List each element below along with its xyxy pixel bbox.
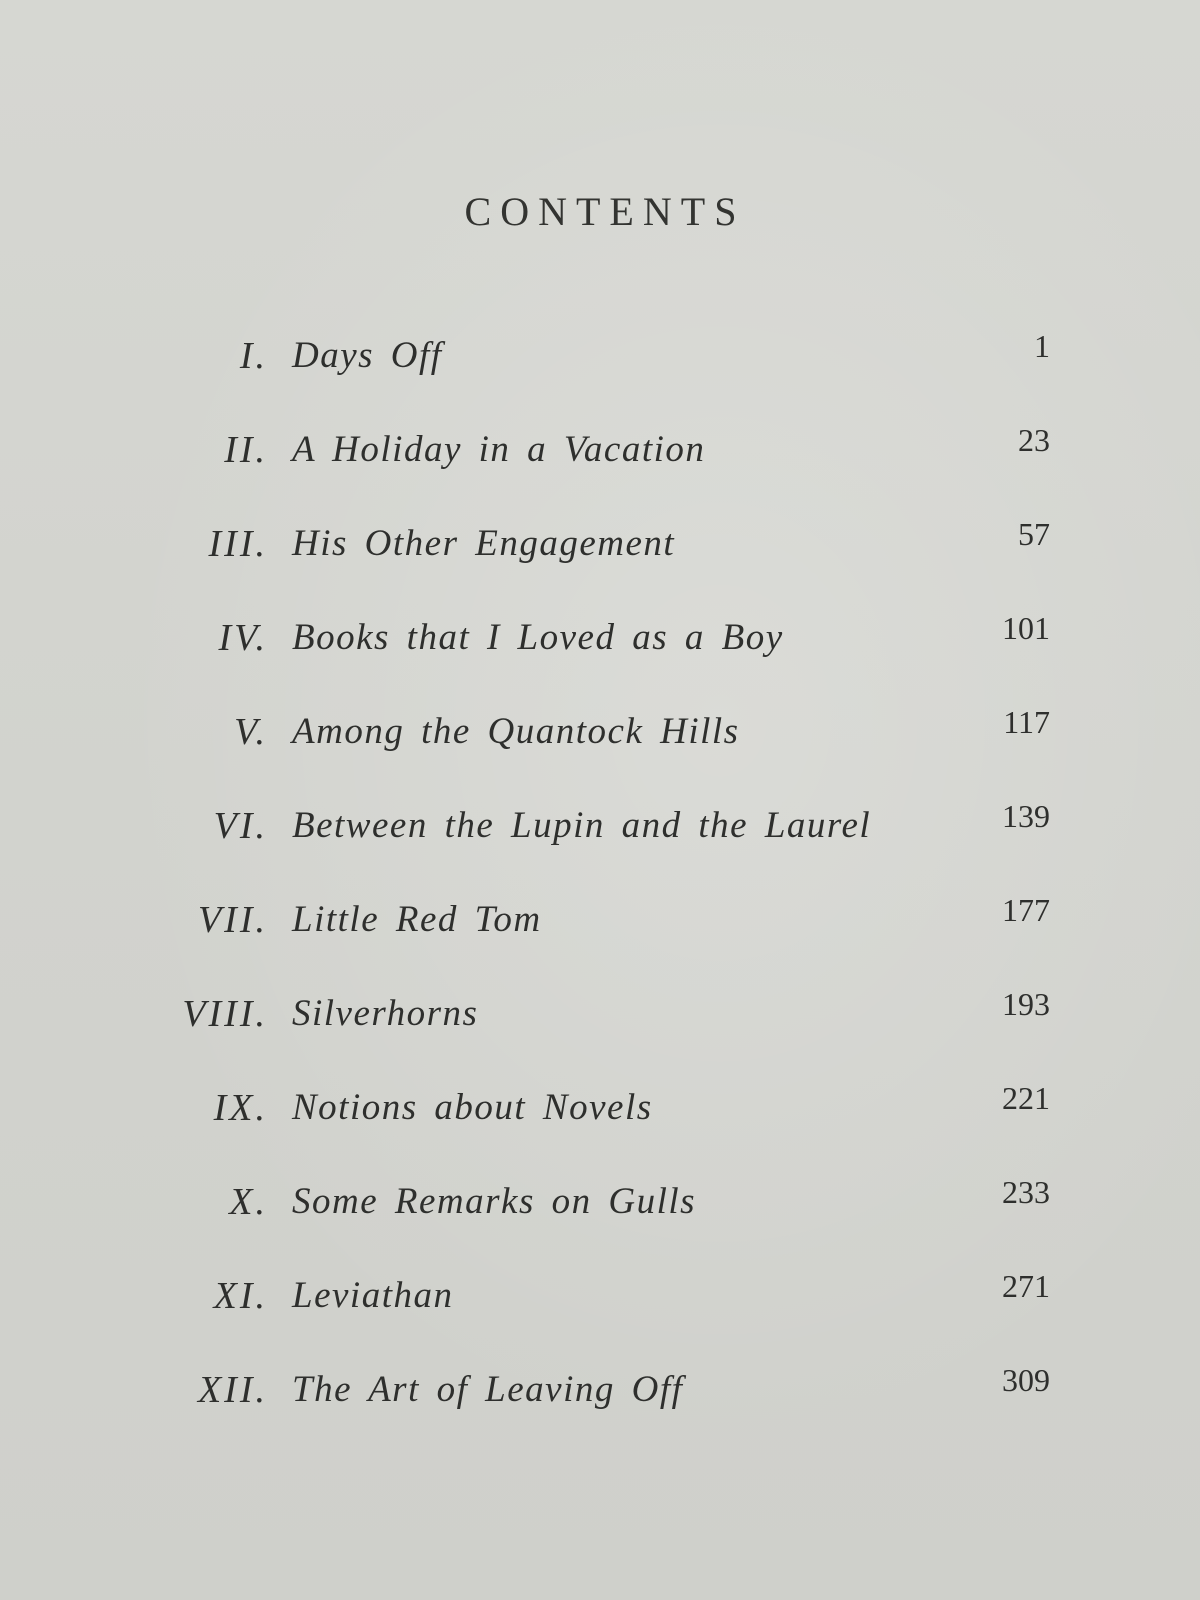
chapter-numeral: III. xyxy=(208,523,268,565)
chapter-title: Between the Lupin and the Laurel xyxy=(292,805,872,846)
chapter-numeral: X. xyxy=(229,1181,268,1223)
chapter-page-number: 309 xyxy=(1002,1362,1050,1398)
toc-entry xyxy=(0,1354,1200,1448)
chapter-page-number: 139 xyxy=(1002,798,1050,834)
toc-entry xyxy=(0,320,1200,414)
chapter-page-number: 193 xyxy=(1002,986,1050,1022)
chapter-numeral: I. xyxy=(239,335,268,377)
toc-entry xyxy=(0,1072,1200,1166)
chapter-title: His Other Engagement xyxy=(292,523,676,564)
chapter-numeral: V. xyxy=(234,711,268,753)
chapter-title: Among the Quantock Hills xyxy=(292,711,740,752)
chapter-page-number: 101 xyxy=(1002,610,1050,646)
chapter-numeral: II. xyxy=(224,429,268,471)
chapter-page-number: 57 xyxy=(1018,516,1050,552)
chapter-numeral: VIII. xyxy=(182,993,268,1035)
chapter-numeral: VII. xyxy=(197,899,268,941)
chapter-title: The Art of Leaving Off xyxy=(292,1369,684,1410)
chapter-title: Books that I Loved as a Boy xyxy=(292,617,784,658)
chapter-page-number: 177 xyxy=(1002,892,1050,928)
chapter-page-number: 117 xyxy=(1003,704,1050,740)
chapter-page-number: 1 xyxy=(1034,328,1050,364)
chapter-title: Little Red Tom xyxy=(292,899,542,940)
contents-heading: CONTENTS xyxy=(464,189,746,234)
chapter-page-number: 233 xyxy=(1002,1174,1050,1210)
toc-entry xyxy=(0,1166,1200,1260)
chapter-title: Leviathan xyxy=(292,1275,454,1316)
chapter-title: Notions about Novels xyxy=(292,1087,653,1128)
toc-entry xyxy=(0,1260,1200,1354)
chapter-page-number: 221 xyxy=(1002,1080,1050,1116)
chapter-title: A Holiday in a Vacation xyxy=(292,429,706,470)
chapter-title: Days Off xyxy=(292,335,443,376)
chapter-numeral: XII. xyxy=(197,1369,268,1411)
chapter-numeral: IX. xyxy=(213,1087,268,1129)
chapter-title: Some Remarks on Gulls xyxy=(292,1181,697,1222)
chapter-page-number: 23 xyxy=(1018,422,1050,458)
chapter-numeral: IV. xyxy=(218,617,268,659)
toc-entry xyxy=(0,884,1200,978)
table-of-contents xyxy=(0,320,1200,1448)
chapter-page-number: 271 xyxy=(1002,1268,1050,1304)
toc-entry xyxy=(0,978,1200,1072)
toc-entry xyxy=(0,790,1200,884)
toc-entry xyxy=(0,414,1200,508)
toc-entry xyxy=(0,508,1200,602)
chapter-numeral: XI. xyxy=(213,1275,268,1317)
toc-entry xyxy=(0,602,1200,696)
chapter-numeral: VI. xyxy=(213,805,268,847)
chapter-title: Silverhorns xyxy=(292,993,479,1034)
toc-entry xyxy=(0,696,1200,790)
